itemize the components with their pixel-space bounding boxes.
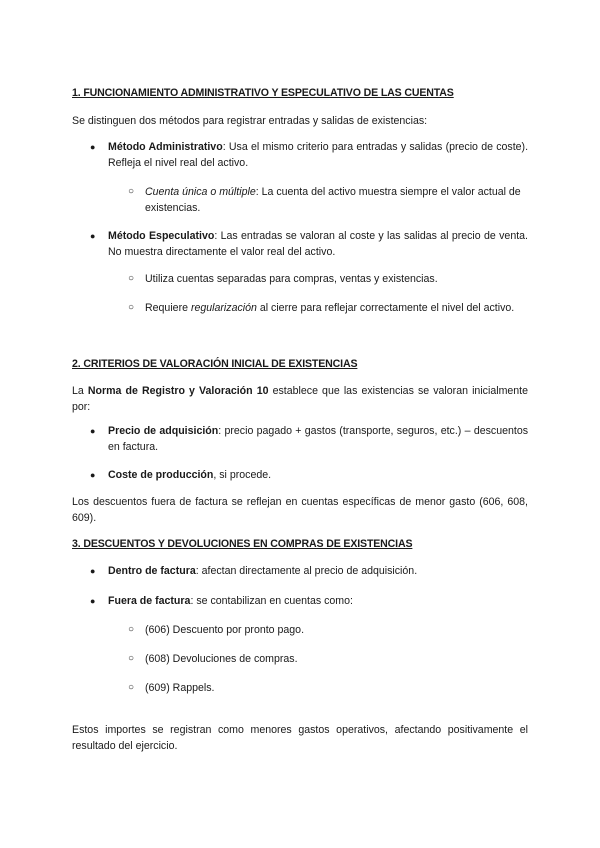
subbullet-icon: ○: [128, 682, 135, 693]
item-title: Coste de producción: [108, 469, 214, 481]
subbullet-icon: ○: [128, 186, 135, 197]
subitem-606: (606) Descuento por pronto pago.: [145, 624, 305, 636]
item-metodo-administrativo: [108, 139, 528, 171]
subitem-italic: Cuenta única o múltiple: [145, 186, 256, 198]
item-text: : precio pagado + gastos (transporte, seguros, etc.) – descuentos en factura.: [108, 425, 529, 453]
intro-pre: La: [72, 385, 88, 397]
item-metodo-especulativo: [108, 228, 528, 260]
bullet-icon: ●: [90, 596, 96, 606]
bullet-icon: ●: [90, 231, 96, 241]
subitem-regularizacion: [145, 300, 528, 316]
item-title: Método Especulativo: [108, 230, 215, 242]
item-title: Dentro de factura: [108, 565, 196, 577]
section-2-heading: 2. CRITERIOS DE VALORACIÓN INICIAL DE EXISTENCIAS: [72, 358, 358, 370]
item-text: : Las entradas se valoran al coste y las salidas al precio de venta. No muestra directamente el valor real del activo.: [108, 230, 528, 258]
intro-bold: Norma de Registro y Valoración 10: [87, 385, 269, 397]
item-text: : afectan directamente al precio de adquisición.: [195, 565, 418, 577]
section-3-heading: 3. DESCUENTOS Y DEVOLUCIONES EN COMPRAS DE EXISTENCIAS: [72, 538, 413, 550]
bullet-icon: ●: [90, 566, 96, 576]
section-1-intro: Se distinguen dos métodos para registrar entradas y salidas de existencias:: [72, 115, 428, 127]
item-dentro-factura: [108, 563, 528, 579]
item-precio-adquisicion: [108, 423, 528, 455]
section-1-heading: 1. FUNCIONAMIENTO ADMINISTRATIVO Y ESPECULATIVO DE LAS CUENTAS: [72, 87, 454, 99]
section-2-intro: [72, 383, 528, 415]
subbullet-icon: ○: [128, 273, 135, 284]
item-title: Método Administrativo: [108, 141, 223, 153]
item-text: : se contabilizan en cuentas como:: [190, 595, 353, 607]
subitem-italic: regularización: [190, 302, 257, 314]
subbullet-icon: ○: [128, 653, 135, 664]
bullet-icon: ●: [90, 426, 96, 436]
subitem-cuentas-separadas: Utiliza cuentas separadas para compras, ventas y existencias.: [145, 273, 438, 285]
subitem-pre: Requiere: [145, 302, 191, 314]
item-fuera-factura: [108, 593, 528, 609]
item-text: : Usa el mismo criterio para entradas y salidas (precio de coste). Refleja el nivel real del activo.: [108, 141, 529, 169]
section-3-closing: Estos importes se registran como menores gastos operativos, afectando positivamente el resultado del ejercicio.: [72, 724, 528, 752]
item-text: , si procede.: [213, 469, 272, 481]
subitem-text: al cierre para reflejar correctamente el nivel del activo.: [256, 302, 515, 314]
subitem-cuenta-unica: [145, 184, 528, 216]
item-title: Fuera de factura: [108, 595, 191, 607]
intro-post: establece que las existencias se valoran inicialmente por:: [72, 385, 529, 413]
subitem-609: (609) Rappels.: [145, 682, 215, 694]
bullet-icon: ●: [90, 142, 96, 152]
subitem-text: : La cuenta del activo muestra siempre el valor actual de existencias.: [145, 186, 521, 214]
bullet-icon: ●: [90, 470, 96, 480]
subbullet-icon: ○: [128, 302, 135, 313]
subitem-608: (608) Devoluciones de compras.: [145, 653, 298, 665]
item-title: Precio de adquisición: [108, 425, 219, 437]
item-coste-produccion: [108, 467, 528, 483]
section-2-note: Los descuentos fuera de factura se reflejan en cuentas específicas de menor gasto (606, 608, 609).: [72, 496, 528, 524]
subbullet-icon: ○: [128, 624, 135, 635]
